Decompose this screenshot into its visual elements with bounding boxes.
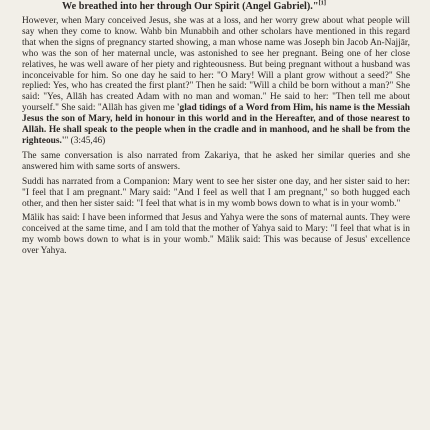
paragraph-mary-joseph xyxy=(22,16,410,147)
quran-quote: 'glad tidings of a Word from Him, his name is the Messiah Jesus the son of Mary, held in honour in this world and in the Hereafter, and of those nearest to Allāh. He shall speak to the people when in the cradle and in manhood, and he shall be from the righteous.' xyxy=(22,103,411,146)
paragraph-zakariya: The same conversation is also narrated from Zakariya, that he asked her similar queries and she answered him with same sorts of answers. xyxy=(22,150,410,172)
footnote-marker: [1] xyxy=(318,0,327,7)
lead-line xyxy=(22,1,410,13)
lead-text: We breathed into her through Our Spirit (Angel Gabriel)." xyxy=(62,1,319,12)
verse-reference: " (3:45,46) xyxy=(64,135,106,146)
paragraph-malik: Mālik has said: I have been informed that Jesus and Yahya were the sons of maternal aunts. They were conceived at the same time, and I am told that the mother of Yahya said to Mary: "I feel that what is in my womb bows down to what is in your womb." Mālik said: This was because of Jesus' excellence over Yahya. xyxy=(22,213,410,257)
paragraph-text: However, when Mary conceived Jesus, she was at a loss, and her worry grew about what people will say when they come to know. Wahb bin Munabbih and other scholars have mentioned in this regard that when the signs of pregnancy started showing, a man whose name was Joseph bin Jacob An-Najjār, who was the son of her maternal uncle, was astonished to see her pregnant. Being one of her close relatives, he was well aware of her piety and righteousness. But being pregnant without a husband was inconceivable for him. So one day he said to her: "O Mary! Will a plant grow without a seed?" She replied: Yes, who has created the first plant?" Then he said: "Will a child be born without a man?" She said: "Yes, Allāh has created Adam with no man and woman." He said to her: "Then tell me about yourself." She said: "Allāh has given me xyxy=(22,16,410,114)
paragraph-suddi: Suddi has narrated from a Companion: Mary went to see her sister one day, and her sister said to her: "I feel that I am pregnant." Mary said: "And I feel as well that I am pregnant," so both hugged each other, and then her sister said: "I feel that what is in my womb bows down to what is in your womb." xyxy=(22,176,410,209)
